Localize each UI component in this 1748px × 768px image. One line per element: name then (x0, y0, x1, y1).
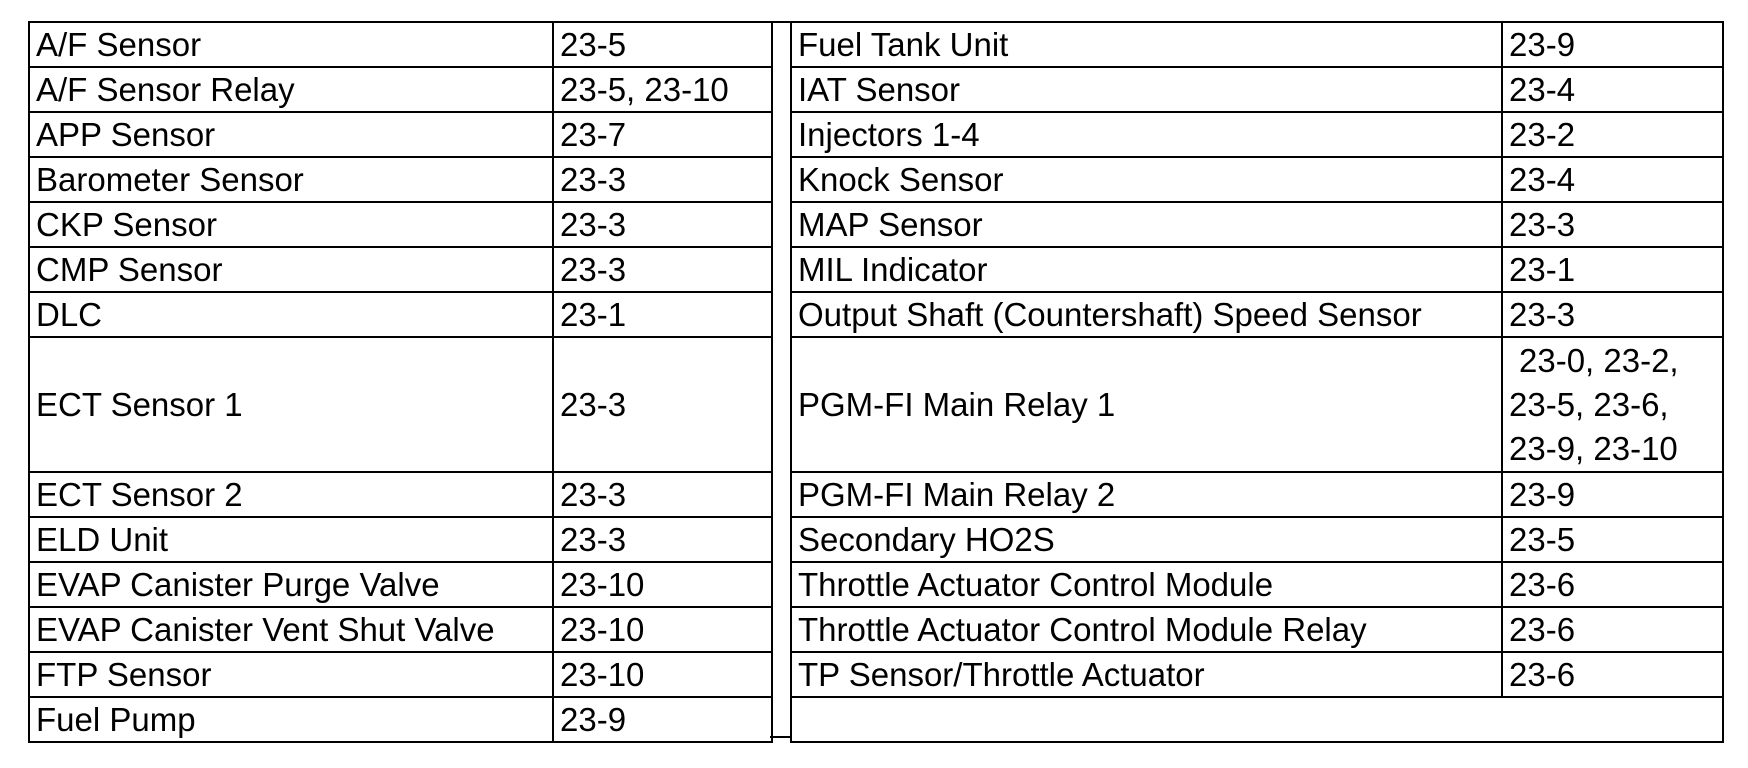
table-row (29, 112, 772, 157)
page-reference: 23-3 (553, 247, 772, 292)
component-name: Throttle Actuator Control Module (791, 562, 1502, 607)
page-reference: 23-3 (553, 472, 772, 517)
page-reference (1502, 337, 1723, 472)
component-name: A/F Sensor (29, 22, 553, 67)
component-name: IAT Sensor (791, 67, 1502, 112)
component-name: Injectors 1-4 (791, 112, 1502, 157)
page-reference: 23-2 (1502, 112, 1723, 157)
table-row (29, 607, 772, 652)
table-row-empty (791, 697, 1723, 742)
page-reference: 23-3 (553, 517, 772, 562)
table-row (29, 157, 772, 202)
page-reference: 23-9 (553, 697, 772, 742)
table-row (791, 67, 1723, 112)
page-reference: 23-4 (1502, 157, 1723, 202)
component-name: Throttle Actuator Control Module Relay (791, 607, 1502, 652)
table-row (791, 157, 1723, 202)
page-reference: 23-5 (553, 22, 772, 67)
page-reference: 23-4 (1502, 67, 1723, 112)
page-reference: 23-3 (553, 157, 772, 202)
component-name: CKP Sensor (29, 202, 553, 247)
table-row (791, 607, 1723, 652)
component-name: FTP Sensor (29, 652, 553, 697)
table-row (29, 517, 772, 562)
page-reference: 23-5 (1502, 517, 1723, 562)
component-name: ECT Sensor 1 (29, 337, 553, 472)
page-reference: 23-1 (553, 292, 772, 337)
table-row (29, 292, 772, 337)
component-name: PGM-FI Main Relay 1 (791, 337, 1502, 472)
component-name: Fuel Pump (29, 697, 553, 742)
table-row (29, 67, 772, 112)
component-name: TP Sensor/Throttle Actuator (791, 652, 1502, 697)
component-name: MIL Indicator (791, 247, 1502, 292)
page-reference: 23-10 (553, 562, 772, 607)
table-row (791, 247, 1723, 292)
component-name: Secondary HO2S (791, 517, 1502, 562)
table-row (791, 202, 1723, 247)
page-reference: 23-10 (553, 652, 772, 697)
table-row (791, 517, 1723, 562)
table-row (29, 697, 772, 742)
component-name: ECT Sensor 2 (29, 472, 553, 517)
column-gap (770, 21, 790, 738)
table-row (29, 247, 772, 292)
table-row (791, 112, 1723, 157)
table-row (791, 472, 1723, 517)
table-row (791, 337, 1723, 472)
page-reference: 23-3 (1502, 202, 1723, 247)
page-reference: 23-6 (1502, 562, 1723, 607)
table-row (791, 22, 1723, 67)
table-row (29, 22, 772, 67)
component-index-right (790, 21, 1724, 743)
component-name: CMP Sensor (29, 247, 553, 292)
page-reference: 23-7 (553, 112, 772, 157)
component-name: A/F Sensor Relay (29, 67, 553, 112)
table-row (29, 562, 772, 607)
table-row (29, 337, 772, 472)
component-name: Fuel Tank Unit (791, 22, 1502, 67)
page-reference: 23-9 (1502, 22, 1723, 67)
table-row (29, 202, 772, 247)
page-reference: 23-3 (553, 202, 772, 247)
component-name: PGM-FI Main Relay 2 (791, 472, 1502, 517)
page-reference: 23-3 (553, 337, 772, 472)
component-name: EVAP Canister Vent Shut Valve (29, 607, 553, 652)
page-reference: 23-3 (1502, 292, 1723, 337)
component-name: APP Sensor (29, 112, 553, 157)
page-reference: 23-1 (1502, 247, 1723, 292)
table-row (791, 652, 1723, 697)
table-row (29, 652, 772, 697)
page-reference: 23-10 (553, 607, 772, 652)
page-reference: 23-6 (1502, 607, 1723, 652)
component-name: Knock Sensor (791, 157, 1502, 202)
page-reference: 23-9 (1502, 472, 1723, 517)
component-name: EVAP Canister Purge Valve (29, 562, 553, 607)
component-name: DLC (29, 292, 553, 337)
page-reference-line: 23-9, 23-10 (1509, 429, 1678, 467)
component-name: ELD Unit (29, 517, 553, 562)
page-reference-line: 23-0, 23-2, (1519, 341, 1679, 379)
component-name: Output Shaft (Countershaft) Speed Sensor (791, 292, 1502, 337)
page-reference: 23-5, 23-10 (553, 67, 772, 112)
table-row (791, 562, 1723, 607)
table-row (791, 292, 1723, 337)
page-reference: 23-6 (1502, 652, 1723, 697)
component-name: Barometer Sensor (29, 157, 553, 202)
component-name: MAP Sensor (791, 202, 1502, 247)
component-index-left (28, 21, 773, 743)
page-reference-line: 23-5, 23-6, (1509, 385, 1669, 423)
table-row (29, 472, 772, 517)
empty-cell (791, 697, 1723, 742)
